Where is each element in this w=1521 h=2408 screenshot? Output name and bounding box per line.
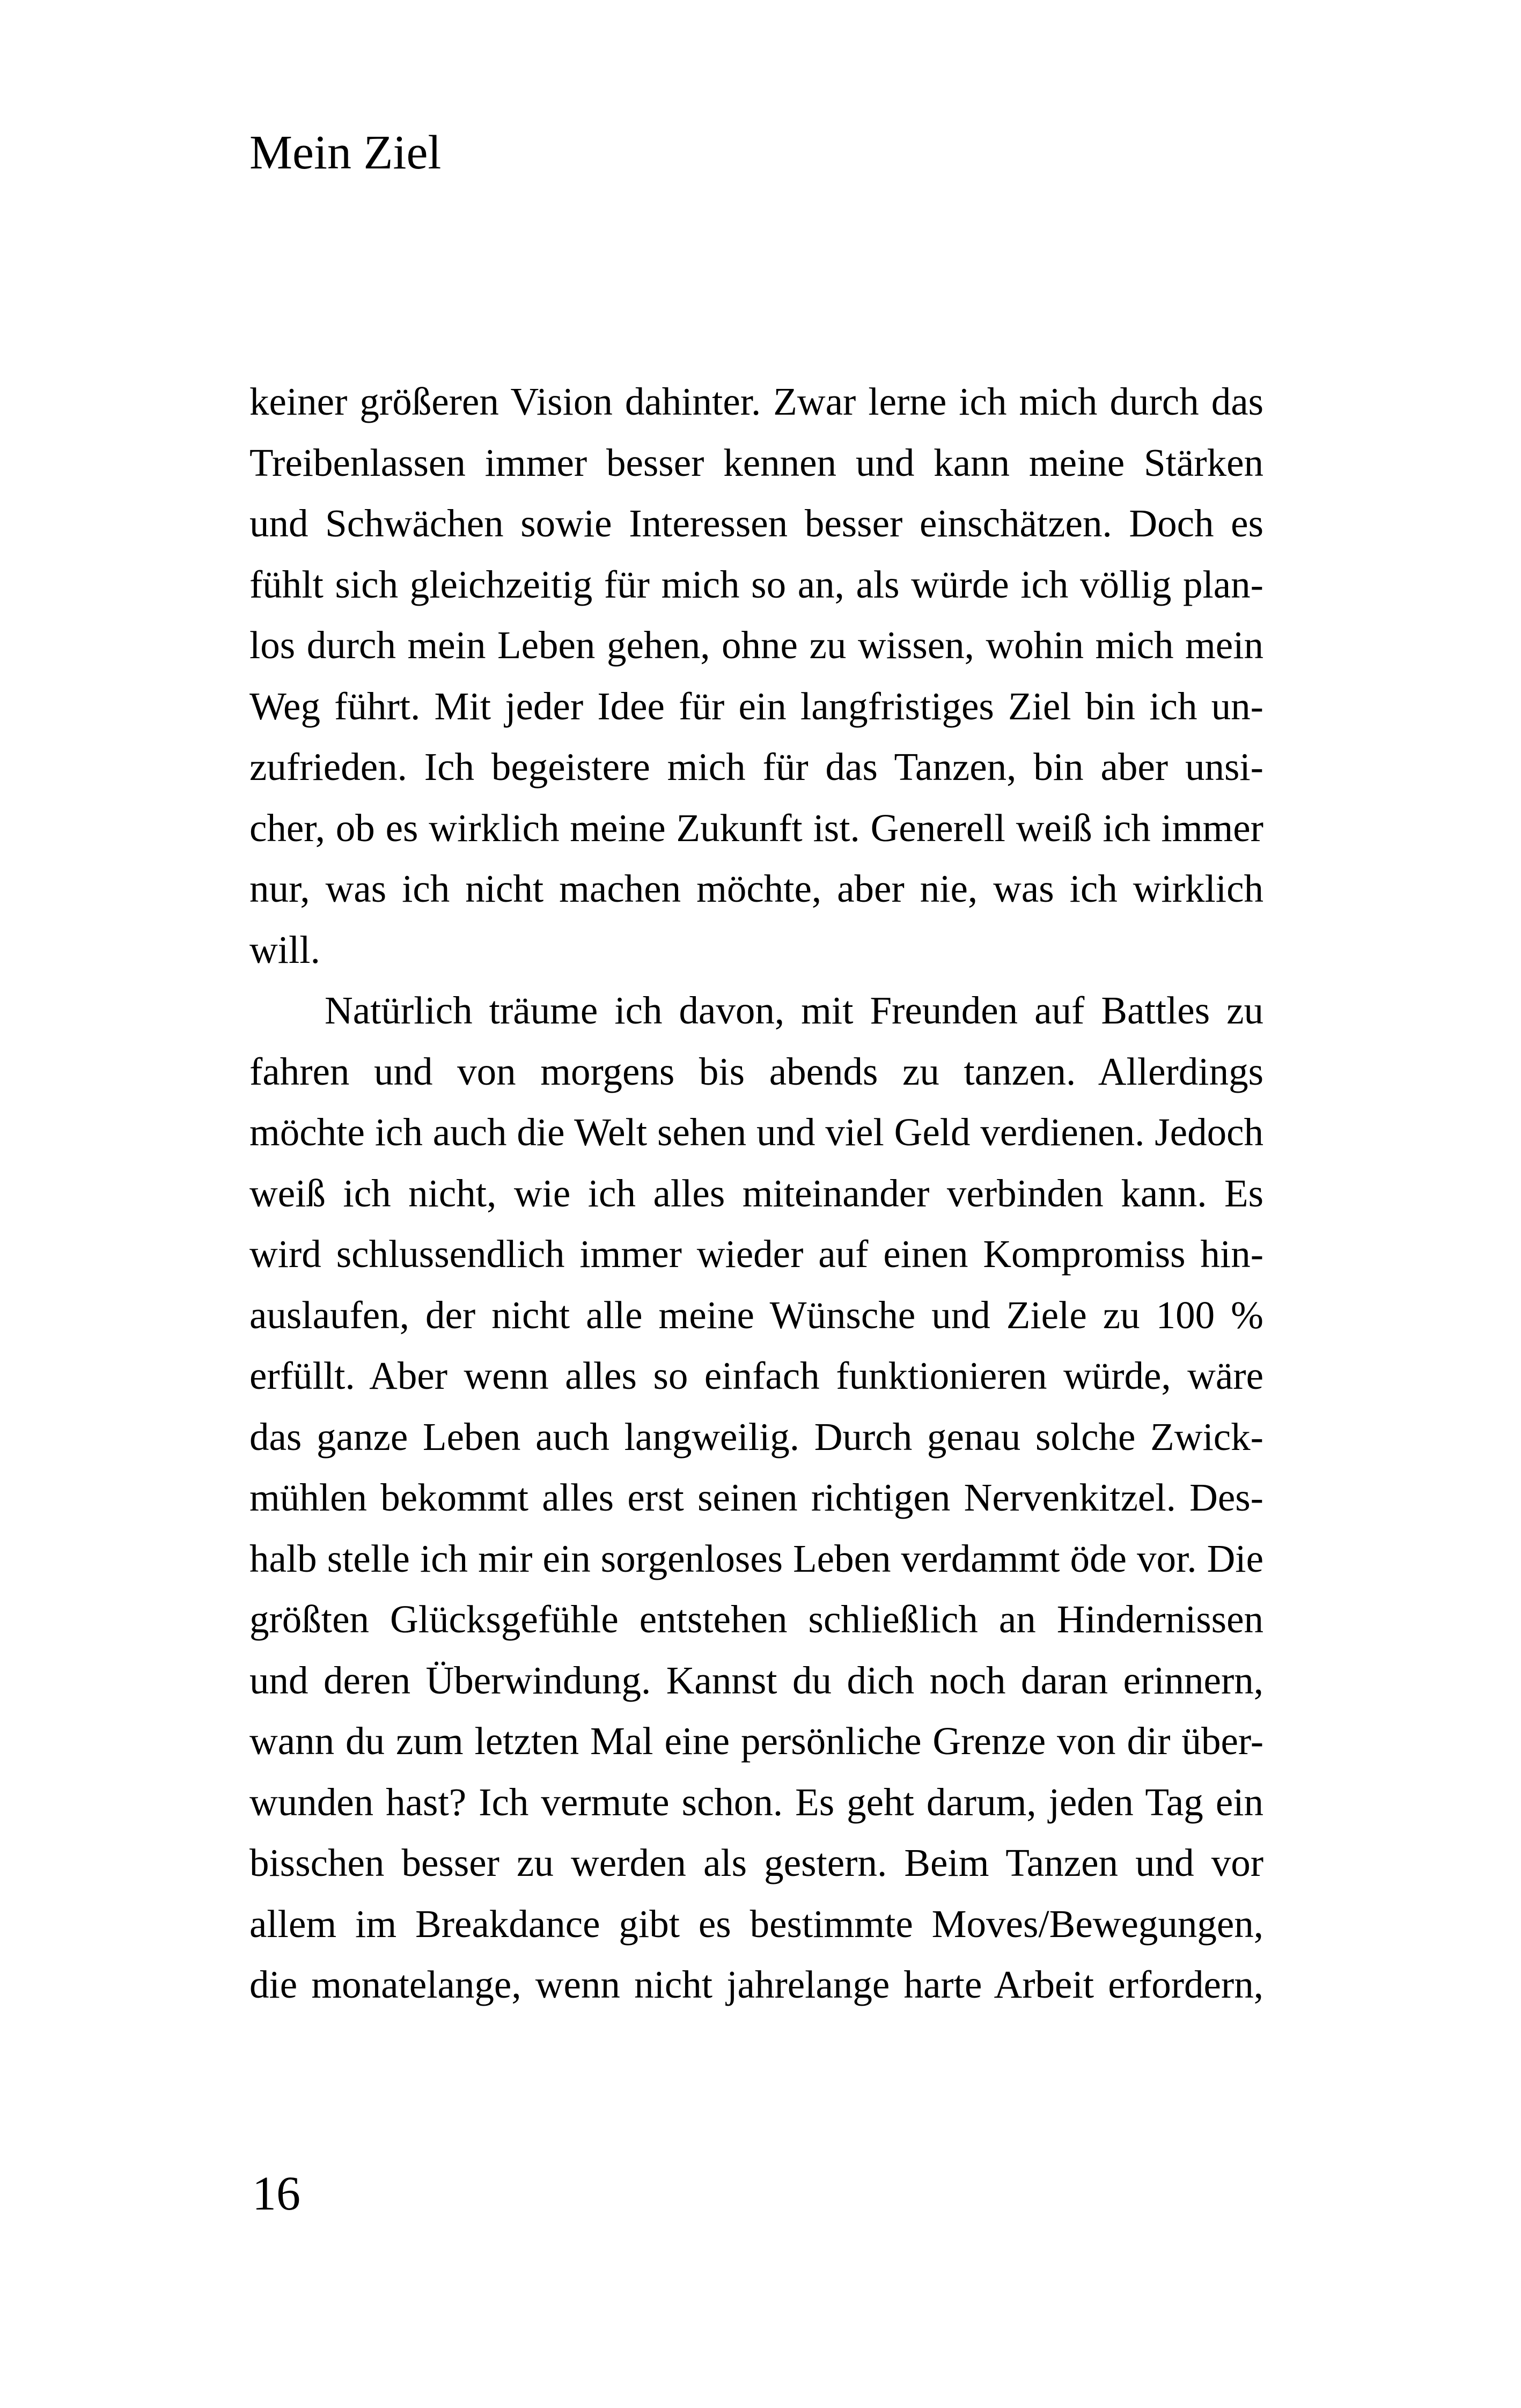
text-line: größten Glücksgefühle entstehen schließlich an Hindernissen [249,1597,1263,1641]
text-line: wann du zum letzten Mal eine persönliche Grenze von dir über- [249,1719,1263,1763]
text-line: halb stelle ich mir ein sorgenloses Leben verdammt öde vor. Die [249,1536,1263,1580]
text-line: nur, was ich nicht machen möchte, aber nie, was ich wirklich [249,867,1263,910]
text-line: und Schwächen sowie Interessen besser einschätzen. Doch es [249,502,1263,545]
text-line: cher, ob es wirklich meine Zukunft ist. Generell weiß ich immer [249,806,1263,850]
text-line: mühlen bekommt alles erst seinen richtigen Nervenkitzel. Des- [249,1476,1263,1519]
text-line: Natürlich träume ich davon, mit Freunden auf Battles zu [325,989,1263,1032]
page-number: 16 [252,2167,300,2220]
text-line: wunden hast? Ich vermute schon. Es geht darum, jeden Tag ein [249,1780,1263,1824]
text-line: bisschen besser zu werden als gestern. Beim Tanzen und vor [249,1841,1263,1884]
text-line: allem im Breakdance gibt es bestimmte Moves/Bewegungen, [249,1902,1263,1946]
text-line: will. [249,927,320,971]
text-line: Weg führt. Mit jeder Idee für ein langfristiges Ziel bin ich un- [249,684,1263,728]
text-line: Treibenlassen immer besser kennen und kann meine Stärken [249,440,1263,484]
text-line: fahren und von morgens bis abends zu tanzen. Allerdings [249,1049,1263,1093]
text-line: wird schlussendlich immer wieder auf einen Kompromiss hin- [249,1232,1263,1276]
body-text [249,371,1263,2015]
text-line: zufrieden. Ich begeistere mich für das Tanzen, bin aber unsi- [249,745,1263,789]
text-line: die monatelange, wenn nicht jahrelange harte Arbeit erfordern, [249,1963,1263,2006]
text-line: weiß ich nicht, wie ich alles miteinander verbinden kann. Es [249,1171,1263,1215]
text-line: keiner größeren Vision dahinter. Zwar lerne ich mich durch das [249,380,1263,423]
text-line: auslaufen, der nicht alle meine Wünsche und Ziele zu 100 % [249,1293,1263,1337]
running-header: Mein Ziel [249,126,442,179]
text-line: und deren Überwindung. Kannst du dich noch daran erinnern, [249,1658,1263,1702]
text-line: los durch mein Leben gehen, ohne zu wissen, wohin mich mein [249,623,1263,667]
text-line: erfüllt. Aber wenn alles so einfach funktionieren würde, wäre [249,1354,1263,1397]
text-line: das ganze Leben auch langweilig. Durch genau solche Zwick- [249,1415,1263,1459]
text-line: möchte ich auch die Welt sehen und viel Geld verdienen. Jedoch [249,1110,1263,1154]
text-line: fühlt sich gleichzeitig für mich so an, als würde ich völlig plan- [249,562,1263,606]
